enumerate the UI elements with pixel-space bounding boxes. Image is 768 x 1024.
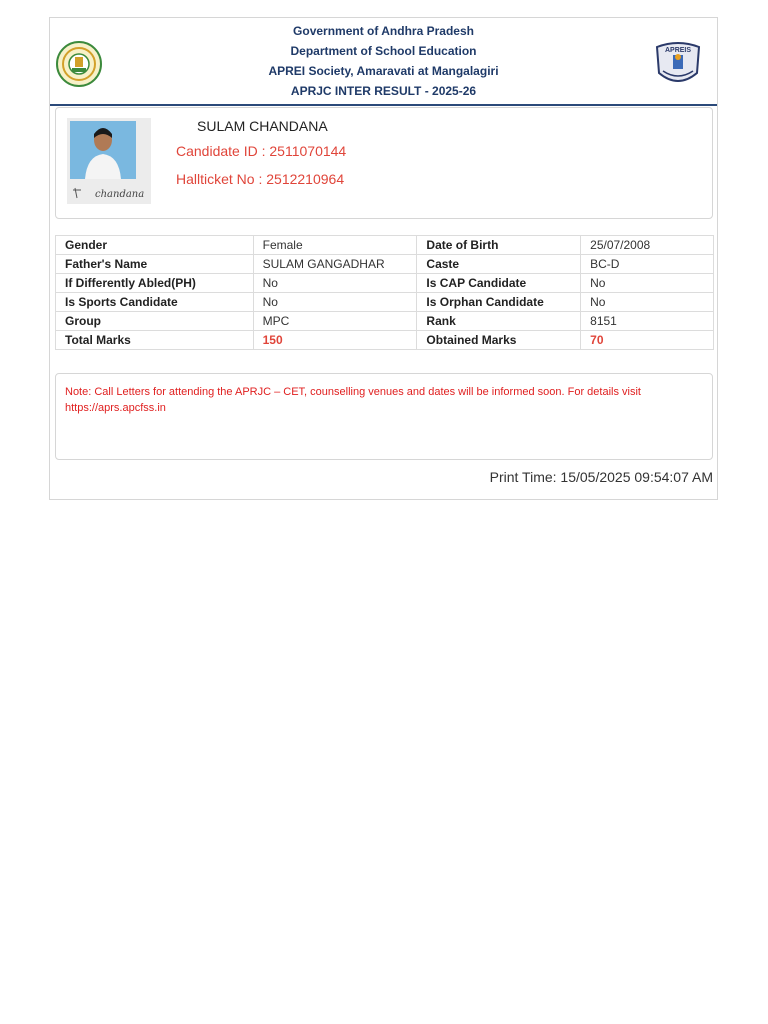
table-row xyxy=(56,255,714,274)
gender-label: Gender xyxy=(56,236,254,255)
note-text: Note: Call Letters for attending the APRJC – CET, counselling venues and dates will be informed soon. For details visit https://aprs.apcfss.in xyxy=(65,386,641,414)
candidate-name: SULAM CHANDANA xyxy=(197,118,328,134)
orphan-value: No xyxy=(581,293,714,312)
print-time: Print Time: 15/05/2025 09:54:07 AM xyxy=(489,469,713,485)
result-header xyxy=(50,18,717,106)
header-line-government: Government of Andhra Pradesh xyxy=(293,24,474,38)
orphan-label: Is Orphan Candidate xyxy=(417,293,581,312)
apreis-society-logo-icon xyxy=(651,37,705,91)
group-label: Group xyxy=(56,312,254,331)
rank-value: 8151 xyxy=(581,312,714,331)
note-box xyxy=(55,373,713,460)
result-sheet xyxy=(49,17,718,500)
rank-label: Rank xyxy=(417,312,581,331)
header-line-result-title: APRJC INTER RESULT - 2025-26 xyxy=(290,84,477,98)
header-line-society: APREI Society, Amaravati at Mangalagiri xyxy=(268,64,499,78)
logo-text: APREIS xyxy=(664,47,692,54)
total-marks-value: 150 xyxy=(253,331,417,350)
ph-value: No xyxy=(253,274,417,293)
father-name-label: Father's Name xyxy=(56,255,254,274)
obtained-marks-label: Obtained Marks xyxy=(417,331,581,350)
table-row xyxy=(56,293,714,312)
candidate-photo xyxy=(67,118,151,204)
table-row xyxy=(56,236,714,255)
father-name-value: SULAM GANGADHAR xyxy=(253,255,417,274)
table-row xyxy=(56,331,714,350)
table-row xyxy=(56,274,714,293)
group-value: MPC xyxy=(253,312,417,331)
header-text-block xyxy=(50,21,717,101)
cap-value: No xyxy=(581,274,714,293)
gender-value: Female xyxy=(253,236,417,255)
caste-value: BC-D xyxy=(581,255,714,274)
dob-value: 25/07/2008 xyxy=(581,236,714,255)
candidate-id: Candidate ID : 2511070144 xyxy=(176,143,347,159)
header-line-department: Department of School Education xyxy=(290,44,477,58)
candidate-details-table xyxy=(55,235,714,350)
cap-label: Is CAP Candidate xyxy=(417,274,581,293)
caste-label: Caste xyxy=(417,255,581,274)
candidate-profile-card xyxy=(55,107,713,219)
total-marks-label: Total Marks xyxy=(56,331,254,350)
hallticket-number: Hallticket No : 2512210964 xyxy=(176,171,345,187)
candidate-signature: chandana xyxy=(95,189,145,200)
ph-label: If Differently Abled(PH) xyxy=(56,274,254,293)
obtained-marks-value: 70 xyxy=(581,331,714,350)
dob-label: Date of Birth xyxy=(417,236,581,255)
sports-label: Is Sports Candidate xyxy=(56,293,254,312)
sports-value: No xyxy=(253,293,417,312)
table-row xyxy=(56,312,714,331)
